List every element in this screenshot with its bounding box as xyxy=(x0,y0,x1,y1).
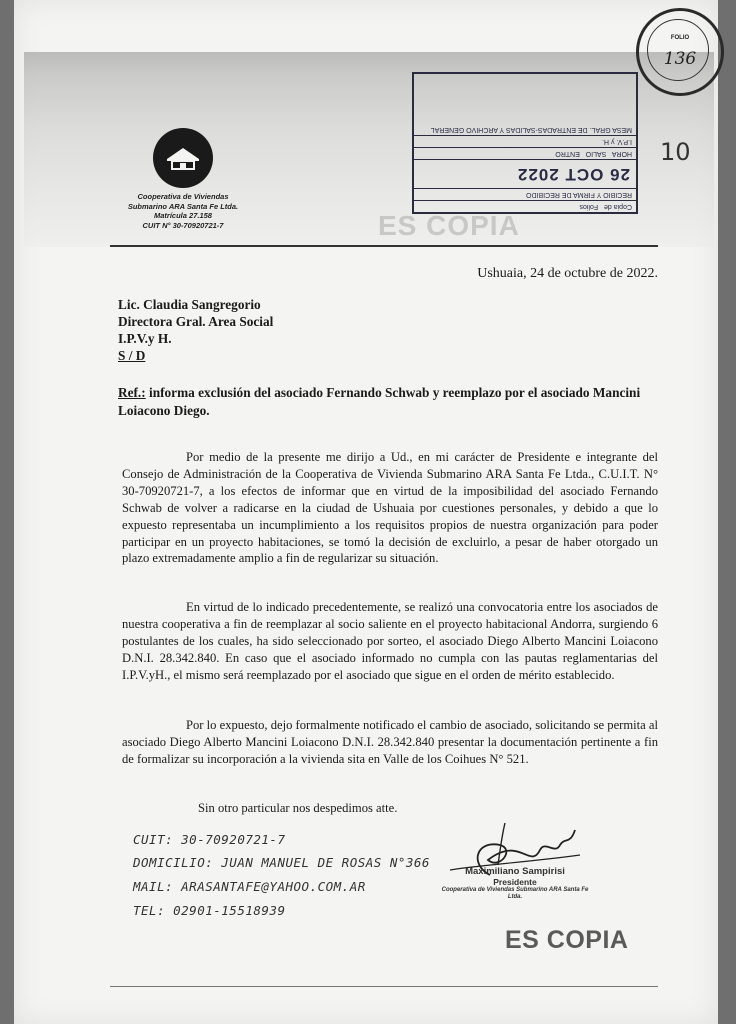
closing-line: Sin otro particular nos despedimos atte. xyxy=(198,801,398,815)
signature-block xyxy=(440,866,590,901)
ref-text: informa exclusión del asociado Fernando Schwab y reemplazo por el asociado Mancini Loiacono Diego. xyxy=(118,385,641,418)
body-paragraph-2: En virtud de lo indicado precedentemente, se realizó una convocatoria entre los asociados de nuestra cooperativa a fin de reemplazar al socio saliente en el proyecto habitacional Andorra, surgiendo 6 postulantes de los cuales, ha sido seleccionado por sorteo, el asociado Diego Alberto Mancini Loiacono D.N.I. 28.342.840. En caso que el asociado informado no cumpla con las pautas reglamentarias del I.P.V.yH., el mismo será reemplazado por el asociado que sigue en el orden de mérito establecido. xyxy=(122,600,658,682)
cooperative-logo-icon xyxy=(153,128,213,188)
header-divider xyxy=(110,245,658,247)
reference-line xyxy=(118,384,658,420)
body-paragraph-3: Por lo expuesto, dejo formalmente notificado el cambio de asociado, solicitando se permita al asociado Diego Alberto Mancini Loiacono D.N.I. 28.342.840 presentar la documentación pertinente a fin de formalizar su incorporación a la vivienda sita en Valle de los Coihues N° 521. xyxy=(122,718,658,766)
folio-seal xyxy=(636,8,724,96)
stamp-exit: SALIO xyxy=(585,150,607,157)
folio-seal-label: FOLIO xyxy=(670,35,690,41)
recipient-name: Lic. Claudia Sangregorio xyxy=(118,297,261,312)
signer-org: Cooperativa de Viviendas Submarino ARA Santa Fe Ltda. xyxy=(441,887,589,900)
signer-name: Maximiliano Sampirisi xyxy=(465,866,565,877)
stamp-folios-label: Folios xyxy=(579,203,599,210)
recipient-title: Directora Gral. Area Social xyxy=(118,314,274,329)
org-name-line2: Submarino ARA Santa Fe Ltda. xyxy=(127,201,239,211)
margin-folio-number: 10 xyxy=(660,138,691,166)
handwritten-cuit: CUIT: 30-70920721-7 xyxy=(133,832,286,847)
stamp-copy-label: Copia de xyxy=(603,203,632,210)
footer-divider xyxy=(110,986,658,987)
handwritten-address: DOMICILIO: JUAN MANUEL DE ROSAS N°366 xyxy=(133,855,430,870)
stamp-time: HORA xyxy=(612,150,632,157)
letterhead-caption xyxy=(88,192,278,230)
letterhead xyxy=(88,128,278,230)
recipient-block xyxy=(118,296,273,364)
stamp-org: I.P.V. y H. xyxy=(414,135,636,147)
recipient-sd: S / D xyxy=(118,348,146,363)
recipient-org: I.P.V.y H. xyxy=(118,331,172,346)
stamp-date: 26 OCT 2022 xyxy=(414,159,636,188)
es-copia-stamp: ES COPIA xyxy=(505,926,629,954)
handwritten-phone: TEL: 02901-15518939 xyxy=(133,903,286,918)
body-paragraph-1: Por medio de la presente me dirijo a Ud., en mi carácter de Presidente e integrante del Consejo de Administración de la Cooperativa de Vivienda Submarino ARA Santa Fe Ltda., C.U.I.T. N° 30-70920721-7, a los efectos de informar que en virtud de la imposibilidad del asociado Fernando Schwab de volver a radicarse en la ciudad de Ushuaia por cuestiones personales, y debido a que lo expuesto representaba un incumplimiento a los requisitos propios de nuestra organización para poder participar en un proyecto habitaciones, se tomó la decisión de excluirlo, a pesar de haber otorgado un plazo extremadamente amplio a fin de regularizar su situación. xyxy=(122,450,658,566)
stamp-entry: ENTRO xyxy=(555,150,580,157)
stamp-entry-row xyxy=(414,147,636,159)
handwritten-email: MAIL: ARASANTAFE@YAHOO.COM.AR xyxy=(133,879,366,894)
org-cuit: CUIT N° 30-70920721-7 xyxy=(142,220,224,230)
stamp-received: RECIBIO Y FIRMA DE RECIBIDO xyxy=(414,188,636,200)
letter-date: Ushuaia, 24 de octubre de 2022. xyxy=(477,266,658,281)
org-name-line1: Cooperativa de Viviendas xyxy=(137,192,229,201)
signer-role: Presidente xyxy=(493,877,537,887)
org-matricula: Matrícula 27.158 xyxy=(154,211,212,220)
folio-seal-number: 136 xyxy=(663,49,697,69)
registry-stamp xyxy=(412,72,638,214)
ref-label: Ref.: xyxy=(118,385,146,400)
stamp-title: MESA GRAL. DE ENTRADAS-SALIDAS Y ARCHIVO GENERAL xyxy=(430,126,632,133)
faint-copy-watermark: ES COPIA xyxy=(378,210,520,241)
